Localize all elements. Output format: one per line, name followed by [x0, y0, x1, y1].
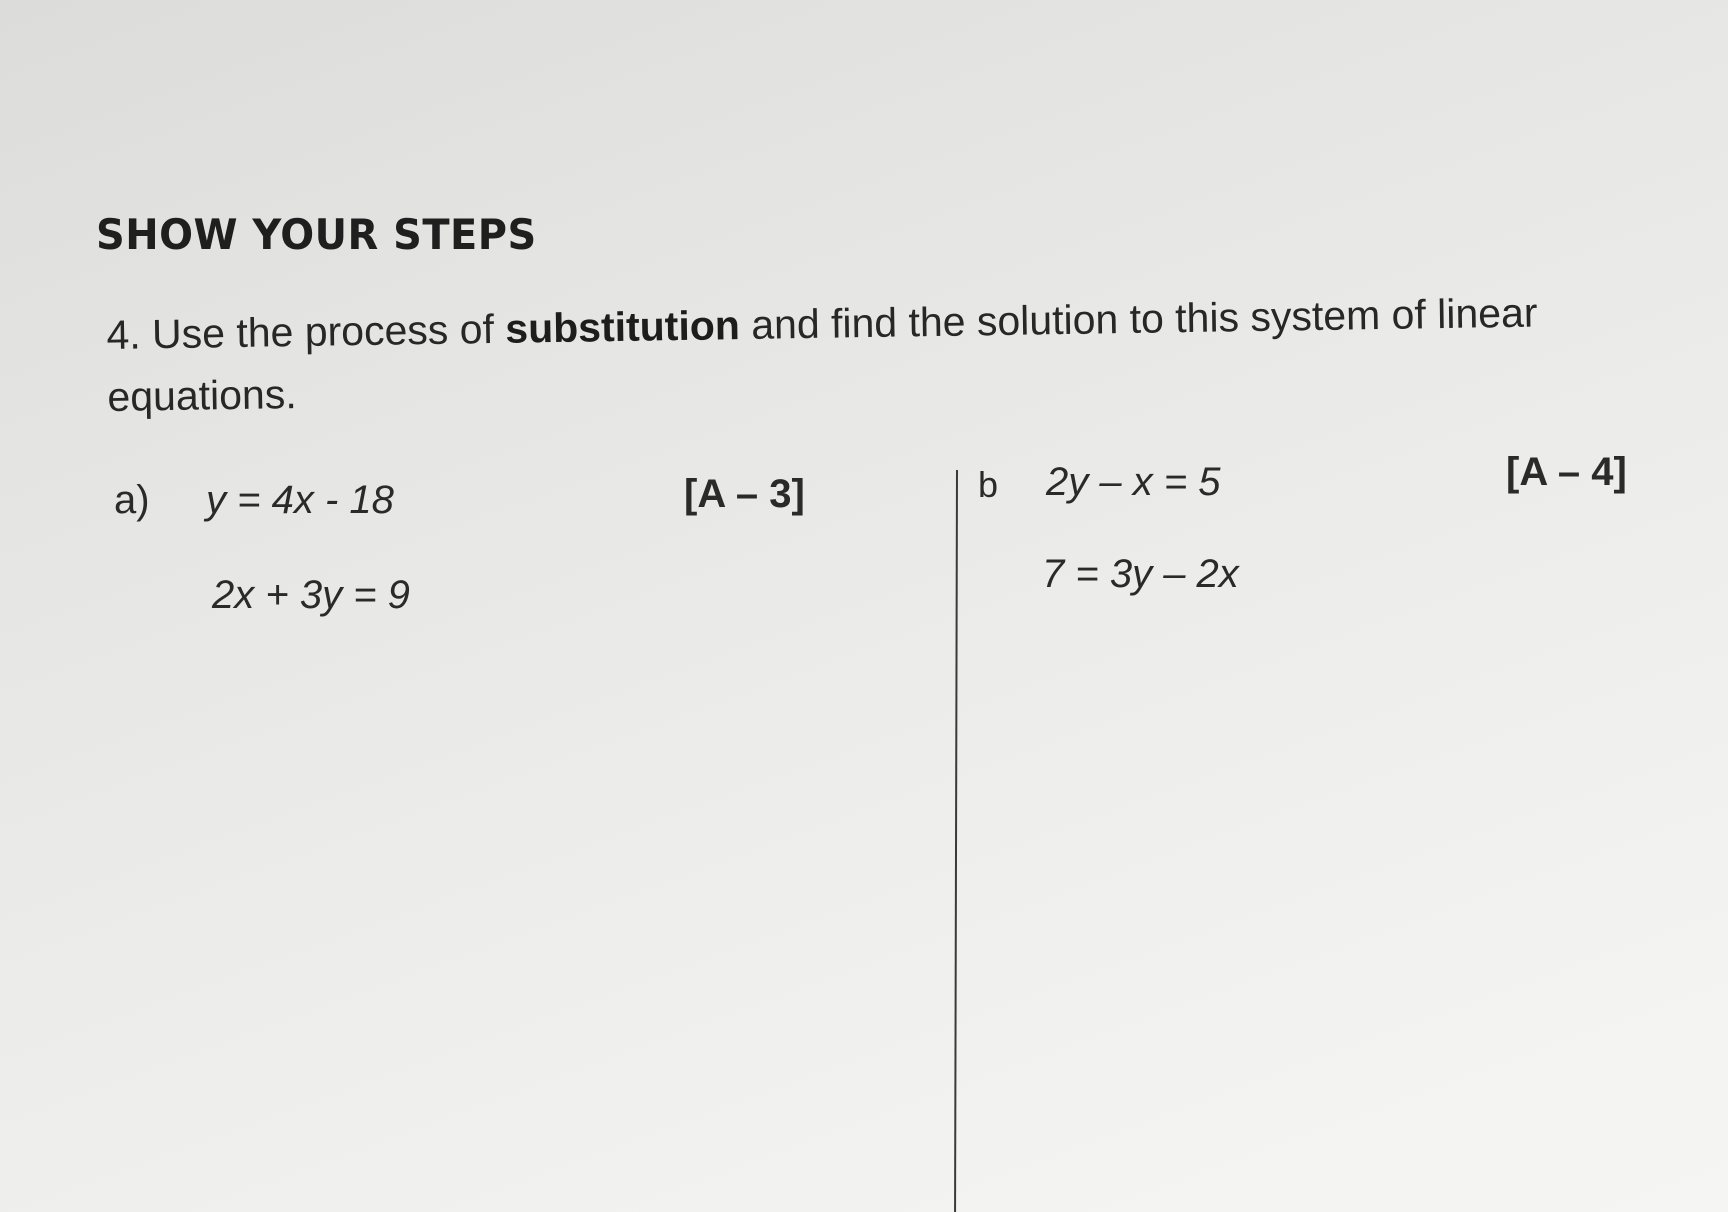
- part-a-label: a): [114, 478, 150, 522]
- part-b-label: b: [978, 464, 999, 505]
- part-a-equation-1: y = 4x - 18: [206, 478, 394, 522]
- part-a-marks: [A – 3]: [684, 472, 805, 516]
- question-text: [106, 280, 1628, 428]
- part-b-equation-2: 7 = 3y – 2x: [1042, 552, 1239, 596]
- part-b-marks: [A – 4]: [1506, 450, 1627, 494]
- column-divider: [954, 470, 958, 1212]
- question-text-before: Use the process of: [151, 305, 495, 358]
- page-heading: SHOW YOUR STEPS: [96, 210, 537, 259]
- part-b-equation-1: 2y – x = 5: [1046, 460, 1221, 504]
- question-number: 4.: [106, 311, 142, 358]
- question-bold-word: substitution: [504, 302, 741, 352]
- question-text-after: and find the solution to this system of linear equations.: [107, 289, 1538, 420]
- part-a-equation-2: 2x + 3y = 9: [212, 573, 410, 617]
